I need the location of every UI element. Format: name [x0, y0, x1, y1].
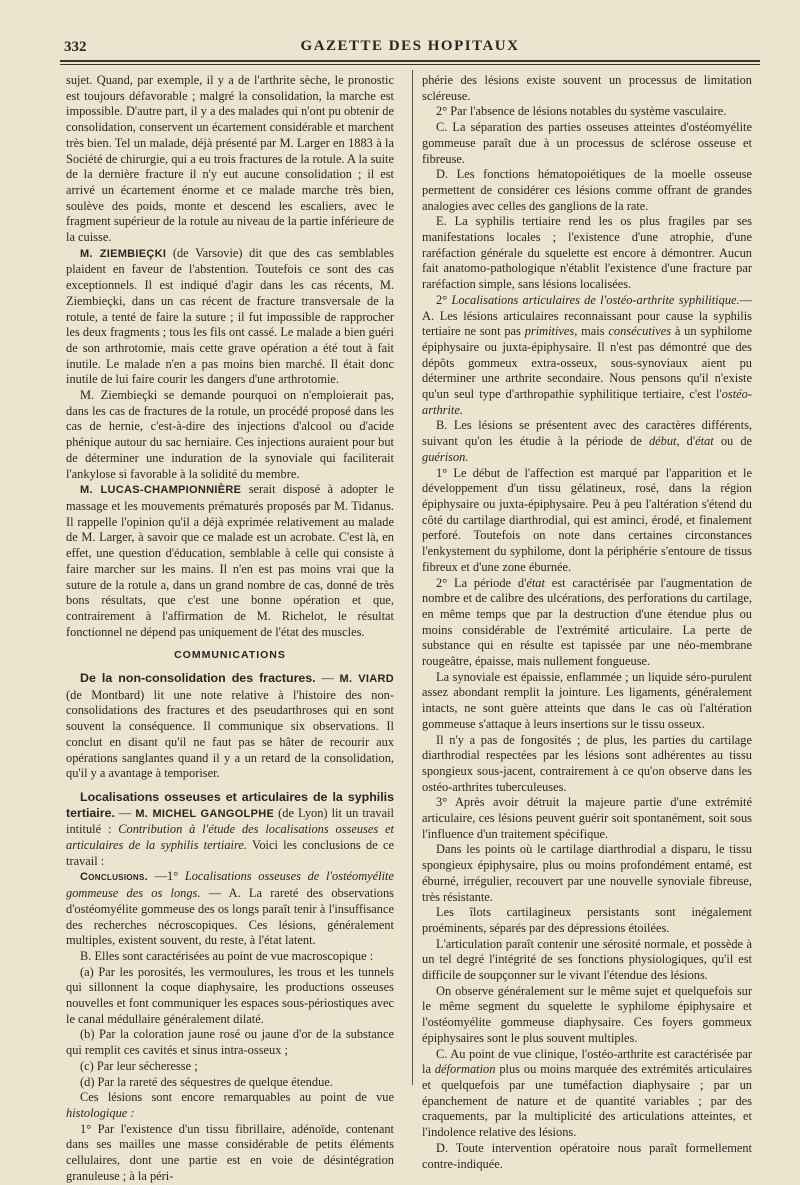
paragraph: 1° Par l'existence d'un tissu fibrillaire, adénoïde, contenant dans ses mailles une masse considérable de petits éléments cellulaires, dont une partie est en voie de désintégration granuleuse ; à la péri- [66, 1121, 394, 1183]
speaker-name: M. ZIEMBIEÇKI [80, 247, 167, 260]
italic-text: Localisations osseuses de l'ostéomyélite gommeuse des os longs. [66, 869, 394, 901]
right-column [422, 73, 752, 1172]
italic-text: ostéo-arthrite. [422, 387, 752, 417]
column-divider [412, 70, 413, 1085]
paragraph [66, 869, 394, 949]
page-header [60, 36, 760, 56]
paragraph-text: (de Montbard) lit une note relative à l'histoire des non-consolidations des fractures et des pseudarthroses qui en sont souvent la conséquence. Il communique six observations. Il conclut en disant qu'il ne faut pas se hâter de recourir aux opérations sanglantes quand il y a un retard de la consolidation, qu'il y a avantage à temporiser. [66, 687, 394, 781]
paragraph: Les îlots cartilagineux persistants sont inégalement proéminents, séparés par des dépressions étoilées. [422, 905, 752, 935]
paragraph: L'articulation paraît contenir une sérosité normale, et possède à un tel degré l'intégrité de ses fonctions physiologiques, qu'il est difficile de soupçonner sur le vivant l'étendue des lésions. [422, 936, 752, 983]
italic-text: primitives [524, 324, 575, 339]
dash: — [114, 805, 136, 820]
italic-text: déformation [434, 1062, 496, 1077]
label: Conclusions. [80, 871, 148, 884]
paragraph: E. La syphilis tertiaire rend les os plus fragiles par ses manifestations locales ; l'existence d'une atrophie, d'une raréfaction générale du squelette est encore à démontrer. Aucun fait anatomo-pathologique n'établit l'existence d'une fracture par raréfaction simple, sans lésions localisées. [422, 214, 752, 292]
italic-text: état [695, 434, 714, 449]
paragraph: (b) Par la coloration jaune rosé ou jaune d'or de la substance qui remplit ces cavités et sinus intra-osseux ; [66, 1027, 394, 1058]
paragraph-text: —1° [147, 869, 185, 884]
paragraph [422, 293, 752, 419]
paragraph-text: Ces lésions sont encore remarquables au point de vue [80, 1090, 394, 1105]
journal-title: GAZETTE DES HOPITAUX [300, 38, 520, 54]
paragraph-text: (de Varsovie) dit que des cas semblables plaident en faveur de l'abstention. Toutefois ce sont des cas exceptionnels. Il est indiqué d'agir dans les cas récents, M. Ziembieçki, dans un cas récent de fracture transversale de la rotule, a tenté de faire la suture ; il fut impossible de rapprocher les deux fragments ; tous les fils ont cassé. Le malade a bien guéri de son arthrotomie, mais cette grave opération a été tout à fait inutile. Le malade n'en a pas moins bien marché. Il était donc inutile de lui faire courir les dangers d'une arthrotomie. [66, 245, 394, 387]
paragraph: Il n'y a pas de fongosités ; de plus, les parties du cartilage diarthrodial respectées par les lésions sont adhérentes au tissu spongieux sous-jacent, contrairement à ce qu'on observe dans les ostéo-arthrites tuberculeuses. [422, 732, 752, 794]
paragraph-text: Voici les conclusions de ce travail : [66, 838, 394, 868]
paragraph: 2° Par l'absence de lésions notables du système vasculaire. [436, 104, 727, 119]
paragraph: (c) Par leur sécheresse ; [80, 1058, 198, 1073]
paragraph: B. Elles sont caractérisées au point de vue macroscopique : [80, 948, 374, 963]
italic-text: guérison. [422, 449, 469, 464]
paragraph-text: plus ou moins marquée des extrémités articulaires et quelquefois par une tuméfaction diaphysaire ; par un épanchement de nature et de quantité variables ; par des craquements, par la multiplicité des articulations atteintes, et l'indolence relative des lésions. [422, 1062, 752, 1140]
paragraph-text: B. Les lésions se présentent avec des caractères différents, suivant qu'on les étudie à la période de [422, 418, 752, 449]
paragraph [66, 246, 394, 388]
speaker-name: M. LUCAS-CHAMPIONNIÈRE [80, 484, 242, 497]
paragraph: C. La séparation des parties osseuses atteintes d'ostéomyélite gommeuse paraît due à un processus de sclérose osseuse et fibreuse. [422, 120, 752, 166]
spacer [66, 782, 394, 790]
paragraph: M. Ziembieçki se demande pourquoi on n'emploierait pas, dans les cas de fractures de la rotule, un procédé proposé dans les cas de hernie, c'est-à-dire des injections d'alcool ou d'acide phénique autour du sac herniaire. Ces injections auraient pour but de déterminer une induration de la synoviale qui faciliterait l'ankylose si favorable à la solidité du membre. [66, 388, 394, 481]
paragraph [66, 671, 394, 782]
paragraph-text: serait disposé à adopter le massage et les mouvements prématurés proposés par M. Tidanus. Il rappelle l'opinion qu'il a déjà exprimée relativement au malade de M. Larger, à savoir que ce malade est un acrobate. C'est là, en effet, une question d'éducation, semblable à celle qui consiste à faire marcher sur les mains. Il n'en est pas moins vrai que la suture de la rotule a, dans un grand nombre de cas, donné de très bons résultats, que c'est une bonne opération et que, contrairement à l'affirmation de M. Richelot, le résultat fonctionnel ne dépend pas uniquement de l'état des muscles. [66, 482, 394, 639]
dash: — [315, 671, 340, 686]
paragraph [66, 1090, 394, 1121]
italic-text: Localisations articulaires de l'ostéo-arthrite syphilitique. [451, 292, 740, 307]
header-rule-thick [60, 60, 760, 62]
paragraph: sujet. Quand, par exemple, il y a de l'arthrite sèche, le pronostic est toujours défavorable ; malgré la consolidation, la marche est impossible. D'autre part, il y a des malades qui n'ont pu obtenir de consolidation, conservent un écartement considérable et marchent très bien. Tel un malade, déjà présenté par M. Larger en 1883 à la Société de chirurgie, qui a eu trois fractures de la rotule. A la suite de la dernière fracture il n'y eut aucune consolidation ; il est arrivé un écartement énorme et ce malade marche très bien, soulève des poids, monte et descend les escaliers, avec le fragment supérieur de la rotule au niveau de la partie inférieure de la cuisse. [66, 73, 394, 245]
paragraph-text: , d' [676, 434, 696, 449]
italic-text: histologique : [66, 1106, 135, 1120]
paragraph: (d) Par la rareté des séquestres de quelque étendue. [80, 1074, 333, 1089]
paragraph: On observe généralement sur le même sujet et quelquefois sur le même segment du squelette le syphilome épiphysaire et l'ostéomyélite gommeuse diaphysaire. Ces foyers gommeux épiphysaires sont le plus souvent multiples. [422, 983, 752, 1045]
work-title: Contribution à l'étude des localisations osseuses et articulaires de la syphilis tertiaire. [66, 822, 394, 853]
paragraph: 1° Le début de l'affection est marqué par l'apparition et le développement d'un tissu gélatineux, rosé, dans la région épiphysaire ou juxta-épiphysaire. Peu à peu l'altération s'étend du côté du cartilage diarthrodial, qui est aminci, érodé, et finalement perforé. Toutefois on note dans certaines circonstances l'enkystement du syphilome, dont la périphérie s'entoure de tissus fibreux et d'une zone éburnée. [422, 465, 752, 574]
speaker-name: M. MICHEL GANGOLPHE [135, 807, 275, 820]
paragraph [422, 1047, 752, 1141]
paragraph-text: ou de [713, 434, 753, 449]
paragraph-text: C. Au point de vue clinique, l'ostéo-arthrite est caractérisée par la [422, 1046, 752, 1077]
italic-text: consécutives [608, 324, 672, 339]
paragraph: D. Les fonctions hématopoiétiques de la moelle osseuse permettent de considérer ces lésions comme offrant de grandes analogies avec celles des ganglions de la rate. [422, 167, 752, 213]
speaker-name: M. VIARD [339, 673, 395, 686]
header-rule-thin [60, 64, 760, 65]
paragraph-text: —A. Les lésions articulaires reconnaissant pour cause la syphilis tertiaire ne sont pas [422, 292, 753, 339]
paragraph [422, 418, 752, 465]
paragraph: D. Toute intervention opératoire nous paraît formellement contre-indiquée. [422, 1140, 752, 1171]
paragraph-text: à un syphilome épiphysaire ou juxta-épiphysaire. Il n'est pas démontré que des dépôts gommeux extra-osseux, sous-synoviaux aient pu déterminer une arthrite secondaire. Nous pensons qu'il n'existe qu'un seul type d'arthropathie syphilitique tertiaire, c'est l' [422, 324, 753, 402]
paragraph: phérie des lésions existe souvent un processus de limitation scléreuse. [422, 73, 752, 103]
paragraph: (a) Par les porosités, les vermoulures, les trous et les tunnels qui sillonnent la coque diaphysaire, les productions osseuses nouvelles et font communiquer les espaces sous-périostiques avec le canal médullaire généralement dilaté. [66, 964, 394, 1026]
italic-text: état [526, 575, 545, 590]
paragraph-text: 2° [436, 292, 452, 307]
paragraph-text: 2° La période d' [436, 575, 527, 590]
paragraph [66, 790, 394, 870]
article-title: De la non-consolidation des fractures. [80, 671, 316, 686]
paragraph-text: (de Lyon) lit un travail intitulé : [66, 805, 394, 837]
paragraph: La synoviale est épaissie, enflammée ; un liquide séro-purulent assez abondant remplit la jointure. Les ligaments, généralement intacts, ne sont guère atteints que dans le cas où l'altération gommeuse s'attaque à leurs insertions sur le tissu osseux. [422, 669, 752, 731]
paragraph-text: — A. La rareté des observations d'ostéomyélite gommeuse des os longs paraît tenir à l'insuffisance des recherches nécroscopiques. Ces lésions, généralement multiples, existent souvent, du reste, à l'état latent. [66, 886, 394, 948]
section-heading: COMMUNICATIONS [174, 649, 286, 662]
left-column [66, 73, 394, 1185]
paragraph: Dans les points où le cartilage diarthrodial a disparu, le tissu spongieux épiphysaire, plus ou moins profondément entamé, est éburné, irrégulier, recouvert par une nouvelle synoviale fibreuse, très résistante. [422, 842, 752, 904]
page-number: 332 [64, 39, 87, 55]
article-title: Localisations osseuses et articulaires de la syphilis tertiaire. [66, 789, 394, 820]
paragraph [66, 482, 394, 640]
paragraph [422, 576, 752, 670]
italic-text: début [648, 434, 677, 449]
paragraph-text: est caractérisée par l'augmentation de nombre et de calibre des ulcérations, des perforations du cartilage, en même temps que par la destruction d'une étendue plus ou moins considérable de l'extrémité articulaire. La perte de substance qui en résulte est tapissée par une néo-membrane rougeâtre, épaisse, mais nullement fongueuse. [422, 575, 753, 669]
paragraph: 3° Après avoir détruit la majeure partie d'une extrémité articulaire, ces lésions peuvent guérir soit spontanément, soit sous l'influence d'un traitement spécifique. [422, 795, 752, 841]
paragraph-text: , mais [574, 324, 609, 339]
